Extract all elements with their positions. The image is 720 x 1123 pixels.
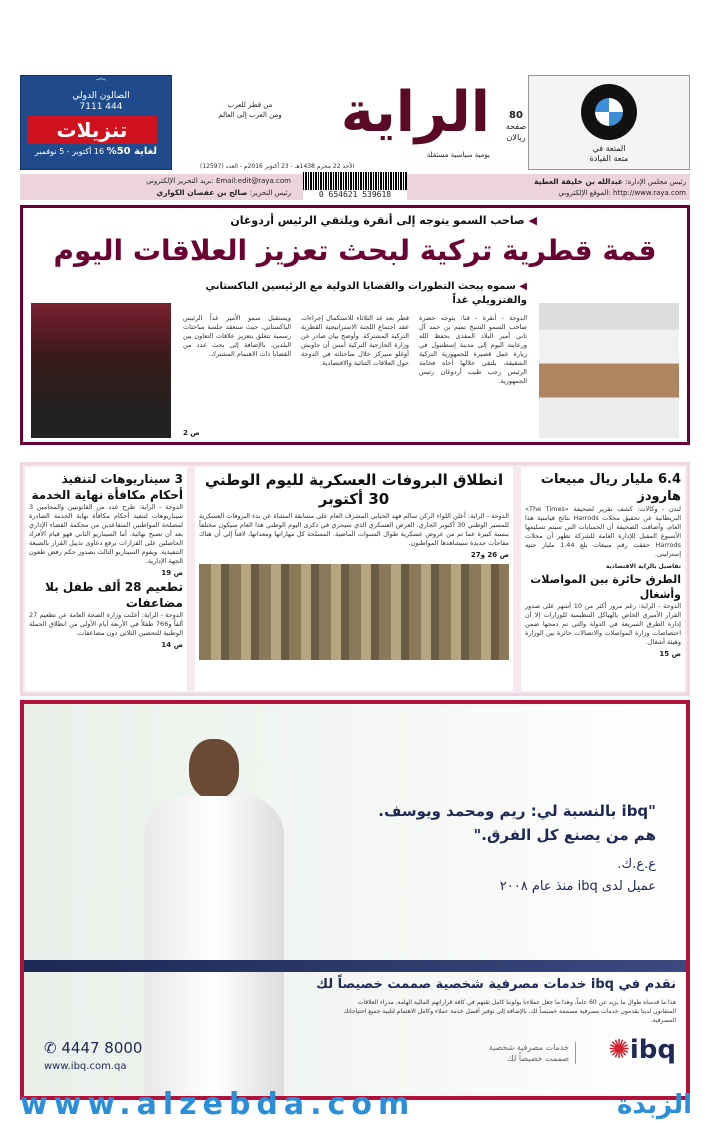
scenarios-ref: ص 19 — [161, 569, 183, 577]
watermark-logo: الزبدة — [617, 1090, 692, 1120]
tagline-2: ومن العرب إلى العالم — [218, 111, 282, 119]
page-ref: ص 2 — [183, 429, 200, 437]
watermark-url: www.alzebda.com — [20, 1087, 416, 1122]
military-headline: انطلاق البروفات العسكرية لليوم الوطني 30 أكتوبر — [204, 471, 504, 508]
customer-since: عميل لدى ibq منذ عام ٢٠٠٨ — [499, 879, 656, 894]
vaccine-ref: ص 14 — [161, 641, 183, 649]
harrods-headline: 6.4 مليار ريال مبيعات هارودز — [540, 472, 681, 504]
military-body: الدوحة - الراية: أعلن اللواء الركن سالم فهد الحبابي المشرف العام على مسابقة المشاة عن بدء البروفات العسكرية للمسير الوطني 30 أكتوبر الجاري. العرض العسكري الذي سيجري في ذكرى اليوم الوطني هذا العام سيكون مختلفاً بنسبة كبيرة عما تم من عروض عسكرية طوال السنوات الماضية. المسلحة كل مهاراتها ومعداتها، لافتاً إلى أن هناك مفاجآت جديدة سيشاهدها المواطنون. — [199, 512, 509, 547]
salon-logo-icon: ⌒ — [95, 78, 107, 91]
bmw-logo-icon — [581, 84, 637, 140]
barcode-bars — [303, 172, 407, 190]
chairman-label: رئيس مجلس الإدارة: — [625, 177, 686, 186]
masthead-logo[interactable] — [200, 78, 500, 174]
vaccine-body: الدوحة - الراية: أعلنت وزارة الصحة العامة عن تطعيم 27 ألفاً و766 طفلاً في الأربعة أيام الأولى من انطلاق الحملة الوطنية للتحصين الثلاثي دون مضاعفات. — [29, 611, 183, 637]
website[interactable]: http://www.raya.com :الموقع الإلكتروني — [558, 188, 686, 197]
military-story[interactable] — [195, 467, 513, 691]
bmw-slogan-2: متعة القيادة — [589, 154, 629, 163]
issue-date: الأحد 22 محرم 1438هـ - 23 أكتوبر 2016م - العدد (12597) — [200, 163, 355, 170]
story-subheadline: ◀ سموه يبحث التطورات والقضايا الدولية مع الرئيسين الباكستاني والفنزويلي غداً — [192, 280, 527, 308]
tagline-1: من قطر للعرب — [227, 101, 273, 109]
ad-phone[interactable] — [44, 1038, 142, 1058]
daily-label: يومية سياسية مستقلة — [426, 151, 490, 159]
ad-website[interactable]: www.ibq.com.qa — [44, 1061, 127, 1072]
roads-headline: الطرق حائرة بين المواصلات وأشغال — [530, 573, 681, 601]
ibq-advertisement[interactable] — [20, 700, 690, 1100]
ibq-logo-text: ibq — [629, 1035, 676, 1065]
editor-name: صالح بن عفصان الكواري — [156, 187, 248, 197]
info-bar-left — [20, 174, 295, 200]
ad-quote-2: هم من يصنع كل الفرق." — [473, 826, 656, 844]
bmw-advertisement[interactable] — [528, 75, 690, 170]
scenarios-headline: 3 سيناريوهات لتنفيذ أحكام مكافأة نهاية الخدمة — [31, 472, 183, 502]
sale-label: تنزيلات — [27, 116, 157, 144]
story-column-2: قطر بعد غد الثلاثاء للاستكمال إجراءات عقد اجتماع اللجنة الاستراتيجية القطرية التركية المشتركة. وأوضح بيان صادر عن وزارة الخارجية التركية أمس أن جاويش أوغلو سيركز خلال مباحثاته في الدوحة حول العلاقات الثنائية والاقتصادية. — [301, 314, 409, 367]
ad-band — [24, 960, 686, 972]
scenarios-body: الدوحة - الراية: طرح عدد من القانونيين والمحامين 3 سيناريوهات لتنفيذ أحكام مكافأة نهاية الخدمة الصادرة لمصلحة المواطنين المتقاعدين من محكمة القضاء الإداري بعد أن تصبح نهائية. أما السيناريو الثاني فهو قيام الأفراد الحاصلين على القرارات برفع دعاوى تذييل القرار بالصيغة التنفيذية. ويقوم السيناريو الثالث بصدور حكم رفض طعون الجهة الإدارية. — [29, 503, 183, 565]
price: ريالان — [506, 133, 526, 142]
harrods-body: لندن - وكالات: كشف تقرير لصحيفة «The Times» البريطانية عن تحقيق محلات Harrods نتائج قياسية هذا العام، وأضافت الصحيفة أن الحسابات التي سيتم تسليمها الأسبوع المقبل للإدارة العامة للشركة تظهر أن محلات Harrods حققت رقم مبيعات بلغ 1.44 مليار جنيه إسترليني. — [525, 505, 682, 558]
customer-initials: ع.ع.ك. — [617, 857, 656, 872]
erdogan-photo — [31, 303, 171, 438]
news-section — [20, 462, 690, 696]
ad-fine-print: هذا ما قدمناه طوال ما يزيد عن 60 عاماً، وهذا ما جعل عملاءنا يولوننا كامل ثقتهم في كافة قراراتهم المالية الهامة. مدراء العلاقات المتفانون لدينا يقدمون خدمات مصرفية مصممة خصيصاً لك، بالإضافة إلى توفير أفضل خدمة عملاء وكامل الاهتمام لتلبية جميع احتياجاتك المصرفية. — [343, 999, 676, 1024]
story-column-1: الدوحة - أنقرة - قنا: يتوجه حضرة صاحب السمو الشيخ تميم بن حمد آل ثاني أمير البلاد المفدى بحفظ الله ورعايته اليوم إلى مدينة إسطنبول في زيارة عمل قصيرة للجمهورية التركية الشقيقة، يلتقي خلالها أخاه فخامة الرئيس رجب طيب أردوغان رئيس الجمهورية. — [419, 314, 527, 385]
ad-offer: نقدم في ibq خدمات مصرفية شخصية صممت خصيصاً لك — [316, 977, 676, 992]
email[interactable]: Email:edit@raya.com :بريد التحرير الإلكتروني — [146, 176, 291, 185]
phone-icon: ✆ — [44, 1039, 57, 1057]
ibq-tagline-2: صممت خصيصاً لك — [507, 1054, 569, 1063]
ibq-tagline-1: خدمات مصرفية شخصية — [488, 1043, 569, 1052]
newspaper-name: الراية — [340, 80, 490, 145]
barcode-number: 0 654621 539618 — [318, 190, 392, 199]
soldiers-photo — [199, 564, 509, 660]
editor-label: رئيس التحرير: — [249, 188, 291, 197]
bmw-slogan-1: المتعة في — [592, 144, 626, 153]
roads-ref: ص 15 — [659, 650, 681, 658]
ibq-logo — [608, 1034, 676, 1066]
flower-icon: ✺ — [608, 1035, 630, 1065]
info-bar-right — [415, 174, 690, 200]
more-link[interactable]: تفاصيل بالراية الاقتصادية — [605, 563, 681, 570]
pages-number: 80 — [509, 110, 523, 121]
harrods-story[interactable] — [521, 467, 685, 691]
ad-quote-1: "ibq بالنسبة لي: ريم ومحمد ويوسف. — [378, 802, 656, 820]
chairman-name: عبدالله بن خليفة العطية — [534, 176, 624, 186]
pages-label: صفحة — [505, 122, 527, 131]
vaccine-headline: تطعيم 28 ألف طفل بلا مضاعفات — [45, 580, 183, 610]
story-column-3: ويستقبل سمو الأمير غداً الرئيس الباكستاني، حيث ستعقد جلسة مباحثات رسمية تتعلق بتعزيز علاقات التعاون بين البلدين، بالإضافة إلى بحث عدد من القضايا ذات الاهتمام المشترك. — [183, 314, 291, 358]
emir-photo — [539, 303, 679, 438]
ad-phone: 444 7111 — [79, 102, 123, 112]
ad-discount: لغاية 50% — [106, 146, 158, 157]
military-ref: ص 26 و27 — [470, 551, 509, 559]
sale-advertisement[interactable] — [20, 75, 172, 170]
top-story[interactable] — [20, 205, 690, 445]
ad-dates: 16 أكتوبر - 5 نوفمبر — [34, 147, 105, 156]
man-photo — [134, 734, 304, 1096]
page-count — [504, 110, 528, 143]
story-kicker: ◀ صاحب السمو يتوجه إلى أنقرة ويلتقي الرئيس أردوغان — [137, 214, 537, 228]
phone-number: 4447 8000 — [61, 1039, 143, 1057]
ad-brand: الصالون الدولي — [72, 91, 130, 101]
scenarios-story[interactable] — [25, 467, 187, 691]
main-headline[interactable]: قمة قطرية تركية لبحث تعزيز العلاقات اليوم — [53, 234, 657, 267]
barcode — [303, 172, 407, 202]
roads-body: الدوحة - الراية: رغم مرور أكثر من 10 أشهر على صدور القرار الأميري الخاص بالهياكل التنظيمية للوزارات إلا أن إدارة الطرق السريعة في الدولة والتي تم دمجها ضمن اختصاصات وزارة المواصلات والاتصالات حائرة بين الوزارة وهيئة أشغال. — [525, 602, 681, 646]
